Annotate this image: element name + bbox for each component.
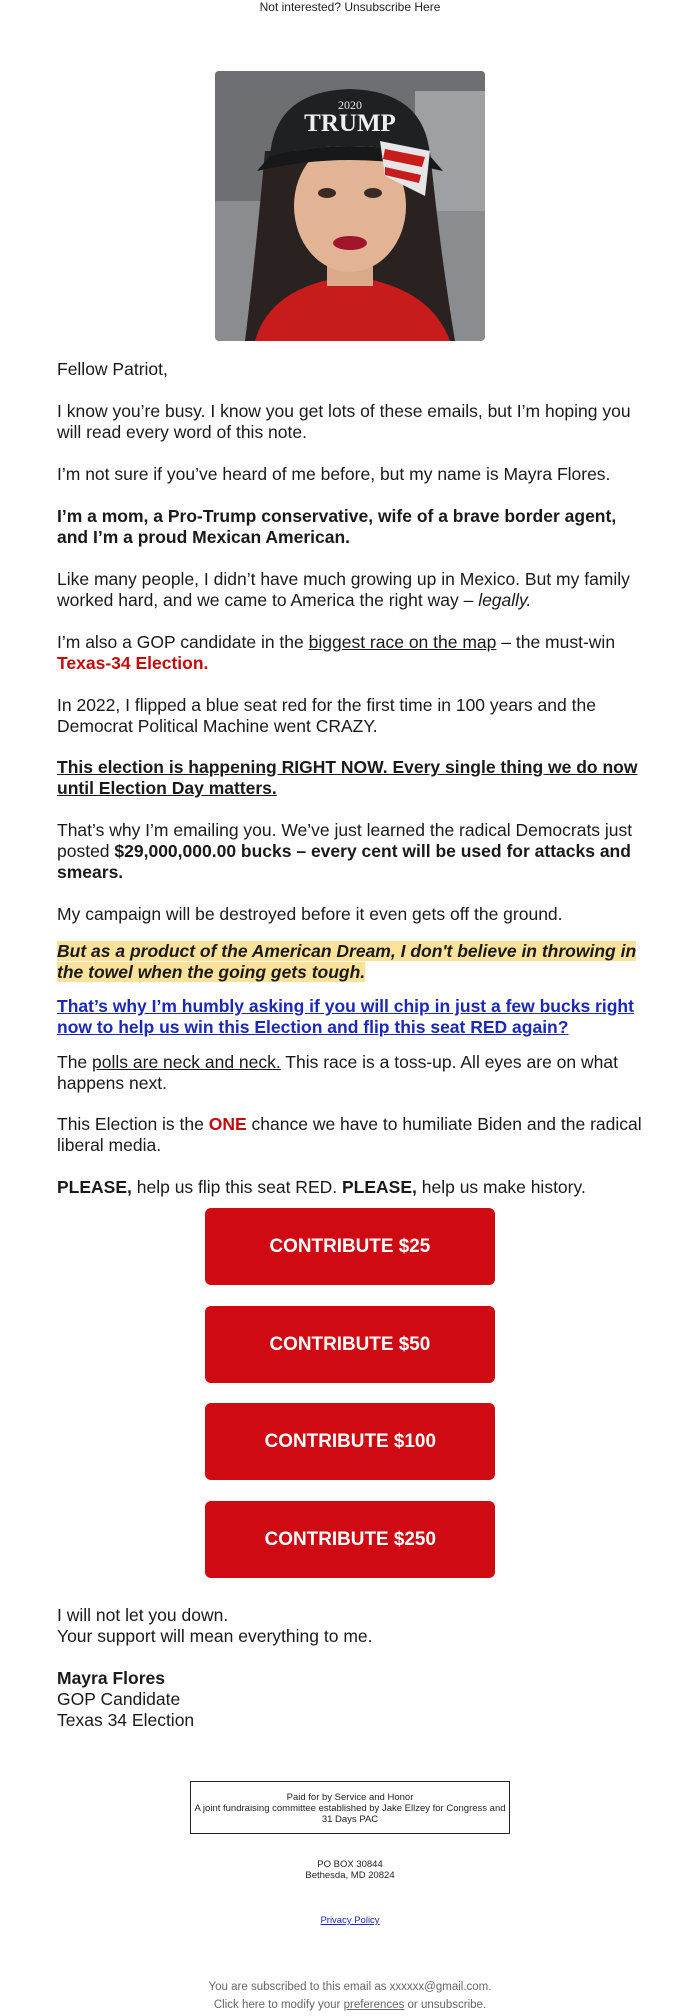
disclaimer-line-2: A joint fundraising committee established by Jake Ellzey for Congress and 31 Days PAC [194,1803,506,1825]
modify-text-2: or unsubscribe. [404,1999,487,2011]
democrats-text: That’s why I’m emailing you. We’ve just learned the radical Democrats just posted [57,820,633,861]
disclaimer-line-1: Paid for by Service and Honor [286,1792,414,1803]
hat-text-name: TRUMP [304,110,396,137]
paragraph-background [57,569,647,611]
greeting: Fellow Patriot, [57,359,168,379]
paragraph-intro: I know you’re busy. I know you get lots of these emails, but I’m hoping you will read every word of this note. [57,401,631,442]
paragraph-polls [57,1052,647,1094]
paragraph-american-dream [57,941,647,983]
please-text-2: help us flip this seat RED. [131,1177,342,1197]
address-line-1: PO BOX 30844 [317,1859,383,1870]
paragraph-democrats [57,820,647,883]
please-text-3: PLEASE, [342,1177,417,1197]
please-text-4: help us make history. [416,1177,586,1197]
paragraph-please [57,1177,647,1198]
highlighted-text: But as a product of the American Dream, I don't believe in throwing in the towel when the going gets tough. [57,941,637,982]
privacy-policy-link[interactable]: Privacy Policy [320,1915,380,1926]
please-text-1: PLEASE, [57,1177,132,1197]
biggest-race-link[interactable]: biggest race on the map [308,632,497,652]
paid-for-disclaimer [190,1781,510,1834]
signature-title: GOP Candidate [57,1689,181,1709]
contribute-250-button[interactable]: CONTRIBUTE $250 [205,1501,495,1578]
paragraph-destroyed: My campaign will be destroyed before it even gets off the ground. [57,904,563,924]
paragraph-candidate [57,632,647,674]
paragraph-name: I’m not sure if you’ve heard of me before, but my name is Mayra Flores. [57,464,611,484]
amount-text: $29,000,000.00 bucks – every cent will be used for attacks and smears. [57,841,631,882]
polls-text: The [57,1052,93,1072]
legally-text: legally. [478,590,532,610]
polls-link[interactable]: polls are neck and neck. [92,1052,281,1072]
hat-text-year: 2020 [338,98,362,112]
candidate-text-2: – the must-win [496,632,616,652]
chip-in-link[interactable]: That’s why I’m humbly asking if you will chip in just a few bucks right now to help us win this Election and flip this seat RED again? [57,996,634,1037]
background-text: Like many people, I didn’t have much growing up in Mexico. But my family worked hard, and we came to America the right way – [57,569,630,610]
unsubscribe-header-link[interactable]: Not interested? Unsubscribe Here [259,0,441,14]
preferences-link[interactable]: preferences [343,1999,405,2011]
privacy-policy-wrapper [0,1915,700,1926]
texas-34-highlight: Texas-34 Election. [57,653,209,673]
one-chance-text: This Election is the [57,1114,209,1134]
signature-name: Mayra Flores [57,1668,165,1688]
modify-preferences [0,1996,700,2014]
contribute-100-button[interactable]: CONTRIBUTE $100 [205,1403,495,1480]
paragraph-one-chance [57,1114,647,1156]
modify-text: Click here to modify your [213,1999,344,2011]
signature-race: Texas 34 Election [57,1710,195,1730]
paragraph-identity: I’m a mom, a Pro-Trump conservative, wife of a brave border agent, and I’m a proud Mexican American. [57,506,617,547]
contribute-25-button[interactable]: CONTRIBUTE $25 [205,1208,495,1285]
election-now-link[interactable]: This election is happening RIGHT NOW. Every single thing we do now until Election Day matters. [57,757,638,798]
subscribed-notice: You are subscribed to this email as xxxxxx@gmail.com. [208,1981,492,1993]
polls-text-2: This race is a toss-up. All eyes are on what happens next. [57,1052,618,1093]
paragraph-flipped: In 2022, I flipped a blue seat red for the first time in 100 years and the Democrat Political Machine went CRAZY. [57,695,596,736]
closing-promise: I will not let you down. [57,1605,229,1625]
candidate-text: I’m also a GOP candidate in the [57,632,309,652]
address-line-2: Bethesda, MD 20824 [305,1870,395,1881]
one-chance-text-2: chance we have to humiliate Biden and the radical liberal media. [57,1114,642,1155]
one-highlight: ONE [208,1114,247,1134]
candidate-photo [215,71,485,341]
contribute-50-button[interactable]: CONTRIBUTE $50 [205,1306,495,1383]
closing-support: Your support will mean everything to me. [57,1626,373,1646]
